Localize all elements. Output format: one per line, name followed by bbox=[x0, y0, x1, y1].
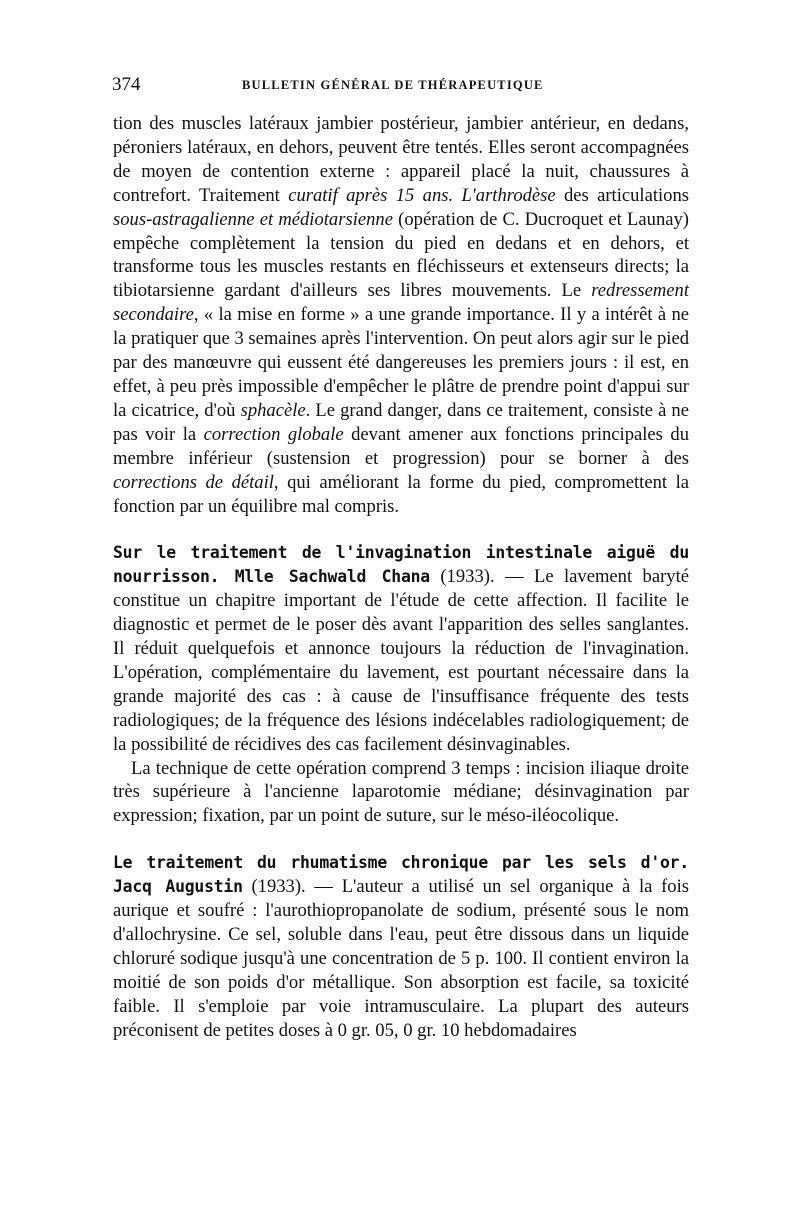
article-rhumatisme: Le traitement du rhumatisme chronique par les sels d'or. Jacq Augustin (1933). — L'auteur a utilisé un sel organique à la fois aurique et soufré : l'aurothiopropanolate de sodium, présenté sous le nom d'allochrysine. Ce sel, soluble dans l'eau, peut être dissous dans un liquide chloruré sodique jusqu'à une concentration de 5 p. 100. Il contient environ la moitié de son poids d'or métallique. Son absorption est facile, sa toxicité faible. Il s'emploie par voie intramusculaire. La plupart des auteurs préconisent de petites doses à 0 gr. 05, 0 gr. 10 hebdomadaires bbox=[113, 853, 690, 1041]
continued-paragraph: tion des muscles latéraux jambier postérieur, jambier antérieur, en dedans, péroniers latéraux, en dehors, peuvent être tentés. Elles seront accompagnées de moyen de contention externe : appareil placé la nuit, chaussures à contrefort. Traitement curatif après 15 ans. L'arthrodèse des articulations sous-astragalienne et médiotarsienne (opération de C. Ducroquet et Launay) empêche complètement la tension du pied en dedans et en dehors, et transforme tous les muscles restants en fléchisseurs et extenseurs directs; la tibiotarsienne gardant d'ailleurs ses libres mouvements. Le redressement secondaire, « la mise en forme » a une grande importance. Il y a intérêt à ne la pratiquer que 3 semaines après l'intervention. On peut alors agir sur le pied par des manœuvre qui eussent été dangereuses les premiers jours : il est, en effet, à peu près impossible d'empêcher le plâtre de prendre point d'appui sur la cicatrice, d'où sphacèle. Le grand danger, dans ce traitement, consiste à ne pas voir la correction globale devant amener aux fonctions principales du membre inférieur (sustension et progression) pour se borner à des corrections de détail, qui améliorant la forme du pied, compromettent la fonction par un équilibre mal compris. bbox=[113, 113, 689, 517]
article-title-rhumatisme: Le traitement du rhumatisme chronique par les sels d'or. Jacq Augustin bbox=[113, 853, 689, 897]
article-year-rhumatisme: (1933). bbox=[242, 876, 306, 898]
article-invagination: Sur le traitement de l'invagination intestinale aiguë du nourrisson. Mlle Sachwald Chana (1933). — Le lavement baryté constitue un chapitre important de l'étude de cette affection. Il facilite le diagnostic et permet de le poser dès avant l'apparition des selles sanglantes. Il réduit quelquefois et annonce toujours la réduction de l'invagination. L'opération, complémentaire du lavement, est pourtant nécessaire dans la grande majorité des cas : à cause de l'insuffisance fréquente des tests radiologiques; de la fréquence des lésions indécelables radiologiquement; de la possibilité de récidives des cas facilement désinvaginables. bbox=[113, 543, 689, 755]
article-year-invagination: (1933). bbox=[429, 566, 495, 588]
page-number: 374 bbox=[112, 74, 141, 95]
article-invagination-paragraph-2: La technique de cette opération comprend 3 temps : incision iliaque droite très supérieure à l'ancienne laparotomie médiane; désinvagination par expression; fixation, par un point de suture, sur le méso-iléocolique. bbox=[113, 757, 689, 827]
page-body bbox=[113, 112, 689, 1043]
running-head bbox=[112, 74, 692, 98]
journal-title: BULLETIN GÉNÉRAL DE THÉRAPEUTIQUE bbox=[242, 78, 544, 92]
article-title-invagination: Sur le traitement de l'invagination intestinale aiguë du nourrisson. Mlle Sachwald Chana bbox=[113, 543, 689, 587]
